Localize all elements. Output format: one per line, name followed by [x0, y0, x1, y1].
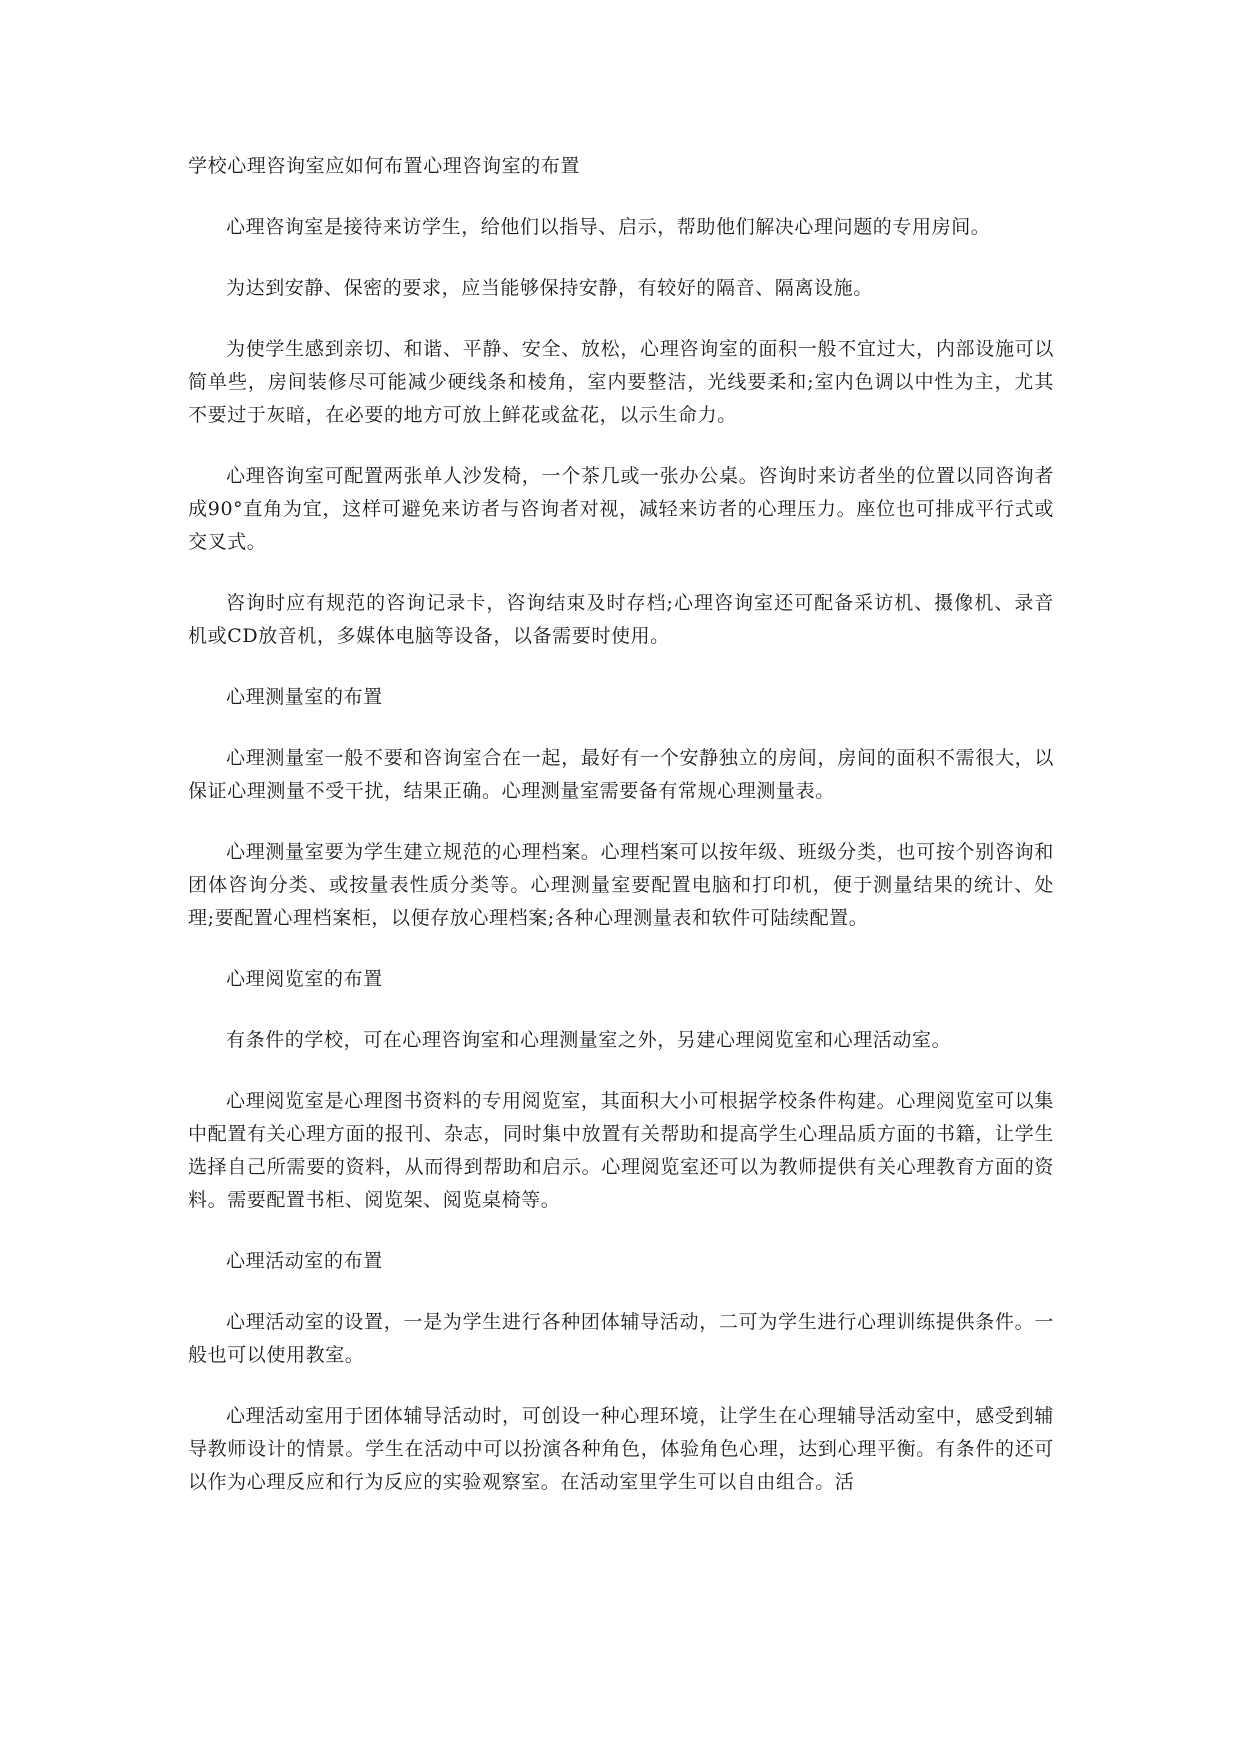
section-heading: 心理测量室的布置	[226, 686, 383, 708]
document-title: 学校心理咨询室应如何布置心理咨询室的布置	[188, 155, 581, 177]
paragraph: 为使学生感到亲切、和谐、平静、安全、放松，心理咨询室的面积一般不宜过大，内部设施可以简单些，房间装修尽可能减少硬线条和棱角，室内要整洁，光线要柔和;室内色调以中性为主，尤其不要过于灰暗，在必要的地方可放上鲜花或盆花，以示生命力。	[188, 338, 1054, 426]
paragraph: 心理测量室一般不要和咨询室合在一起，最好有一个安静独立的房间，房间的面积不需很大，以保证心理测量不受干扰，结果正确。心理测量室需要备有常规心理测量表。	[188, 747, 1054, 802]
section-heading: 心理阅览室的布置	[226, 968, 383, 990]
paragraph: 心理阅览室是心理图书资料的专用阅览室，其面积大小可根据学校条件构建。心理阅览室可以集中配置有关心理方面的报刊、杂志，同时集中放置有关帮助和提高学生心理品质方面的书籍，让学生选择自己所需要的资料，从而得到帮助和启示。心理阅览室还可以为教师提供有关心理教育方面的资料。需要配置书柜、阅览架、阅览桌椅等。	[188, 1090, 1054, 1211]
paragraph: 心理咨询室可配置两张单人沙发椅，一个茶几或一张办公桌。咨询时来访者坐的位置以同咨询者成90°直角为宜，这样可避免来访者与咨询者对视，减轻来访者的心理压力。座位也可排成平行式或交叉式。	[188, 465, 1054, 553]
paragraph: 心理测量室要为学生建立规范的心理档案。心理档案可以按年级、班级分类，也可按个别咨询和团体咨询分类、或按量表性质分类等。心理测量室要配置电脑和打印机，便于测量结果的统计、处理;要配置心理档案柜，以便存放心理档案;各种心理测量表和软件可陆续配置。	[188, 841, 1054, 929]
paragraph: 有条件的学校，可在心理咨询室和心理测量室之外，另建心理阅览室和心理活动室。	[226, 1029, 952, 1051]
paragraph: 咨询时应有规范的咨询记录卡，咨询结束及时存档;心理咨询室还可配备采访机、摄像机、录音机或CD放音机，多媒体电脑等设备，以备需要时使用。	[188, 592, 1054, 647]
document-page	[188, 150, 1054, 1527]
paragraph: 为达到安静、保密的要求，应当能够保持安静，有较好的隔音、隔离设施。	[226, 277, 873, 299]
paragraph: 心理活动室用于团体辅导活动时，可创设一种心理环境，让学生在心理辅导活动室中，感受到辅导教师设计的情景。学生在活动中可以扮演各种角色，体验角色心理，达到心理平衡。有条件的还可以作为心理反应和行为反应的实验观察室。在活动室里学生可以自由组合。活	[188, 1405, 1054, 1493]
paragraph: 心理咨询室是接待来访学生，给他们以指导、启示，帮助他们解决心理问题的专用房间。	[226, 216, 991, 238]
paragraph: 心理活动室的设置，一是为学生进行各种团体辅导活动，二可为学生进行心理训练提供条件。一般也可以使用教室。	[188, 1311, 1054, 1366]
section-heading: 心理活动室的布置	[226, 1250, 383, 1272]
